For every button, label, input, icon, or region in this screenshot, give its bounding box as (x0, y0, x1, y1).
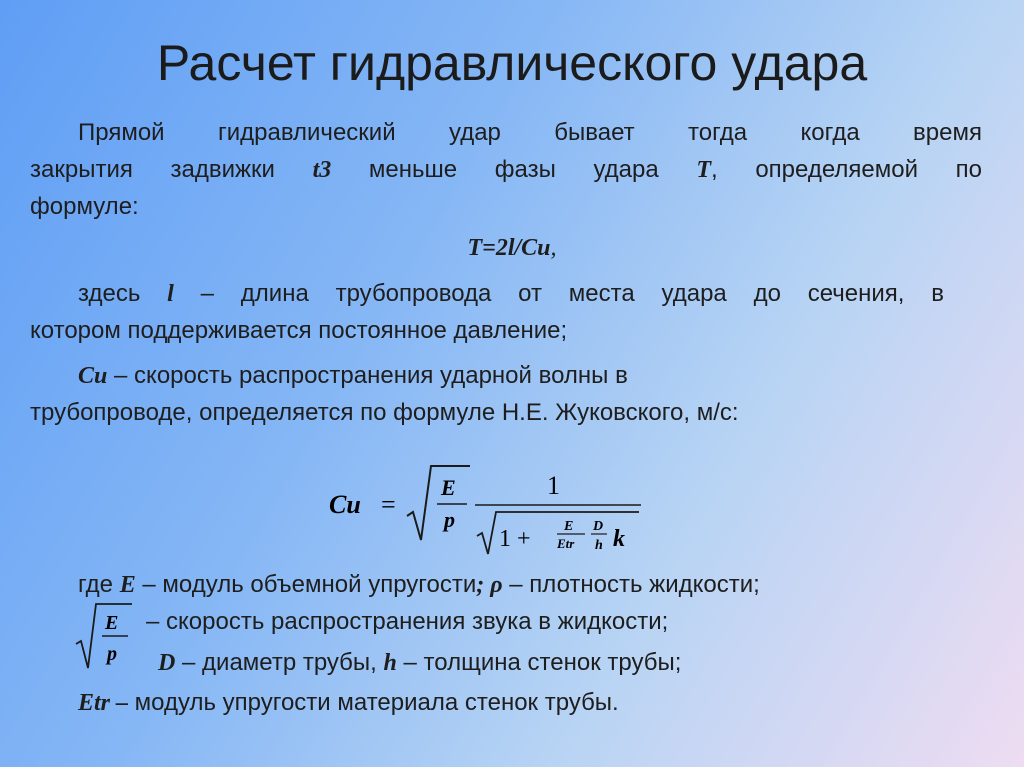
eq-E: E (441, 475, 456, 500)
definition-line-3 (158, 648, 681, 678)
eq-h: h (595, 538, 603, 553)
definition-line-2 (146, 607, 668, 637)
sqrt-p: p (107, 643, 117, 665)
text: здесь (78, 280, 168, 307)
sqrt-E-over-p (74, 600, 136, 670)
var-h: h (383, 650, 397, 676)
text: – модуль объемной упругости (135, 571, 477, 598)
text: закрытия задвижки (30, 156, 313, 183)
text: – толщина стенок трубы; (396, 649, 682, 676)
var-Cu: Cu (78, 363, 108, 389)
text: меньше фазы удара (331, 156, 697, 183)
text: трубопроводе, определяется по формуле Н.Е. Жуковского, м/с: (30, 399, 739, 426)
zhukovsky-equation (325, 460, 645, 556)
var-Etr: Etr – (78, 690, 129, 716)
var-l: l (167, 281, 174, 307)
text: где (78, 571, 120, 598)
text: котором поддерживается постоянное давление; (30, 317, 568, 344)
var-T: T (696, 157, 712, 183)
text: Прямой гидравлический удар бывает тогда когда время (78, 119, 982, 146)
formula-text: T=2l/Cu (467, 235, 551, 261)
eq-lhs: Cu (329, 490, 361, 519)
eq-D: D (593, 519, 604, 534)
definition-line-4 (78, 688, 619, 718)
paragraph-2-line-1 (78, 279, 944, 309)
text: длина трубопровода от места удара до сечения, в (240, 280, 945, 307)
paragraph-2-line-2 (30, 316, 567, 346)
eq-one: 1 (547, 471, 560, 500)
paragraph-3-line-2 (30, 398, 739, 428)
sqrt-E: E (105, 612, 119, 634)
eq-p: p (444, 507, 455, 532)
definition-line-1 (78, 570, 760, 600)
paragraph-1-line-3 (30, 192, 139, 222)
text: – диаметр трубы, (175, 649, 384, 676)
var-D: D (158, 650, 176, 676)
var-rho: ρ (484, 572, 503, 598)
text: – плотность жидкости; (502, 571, 760, 598)
var-E: E (119, 572, 136, 598)
dash: – (107, 362, 135, 389)
eq-one-plus: 1 + (499, 526, 531, 552)
formula-period (0, 235, 1024, 262)
eq-k: k (613, 526, 625, 552)
semicolon: ; (476, 572, 485, 598)
eq-E-small: E (564, 519, 574, 534)
paragraph-3-line-1 (78, 361, 628, 391)
dash: – (173, 280, 241, 307)
radical-sign (407, 466, 470, 540)
formula-comma: , (550, 235, 557, 261)
text: скорость распространения ударной волны в (134, 362, 628, 389)
paragraph-1-line-1 (78, 118, 982, 148)
text: формуле: (30, 193, 139, 220)
text: – скорость распространения звука в жидкости; (146, 608, 669, 635)
text: модуль упругости материала стенок трубы. (128, 689, 619, 716)
var-t3: t3 (312, 157, 332, 183)
slide-title: Расчет гидравлического удара (156, 35, 868, 91)
text: , определяемой по (711, 156, 982, 183)
eq-equals: = (381, 490, 396, 519)
eq-Etr: Etr (557, 536, 575, 551)
paragraph-1-line-2 (30, 155, 982, 185)
